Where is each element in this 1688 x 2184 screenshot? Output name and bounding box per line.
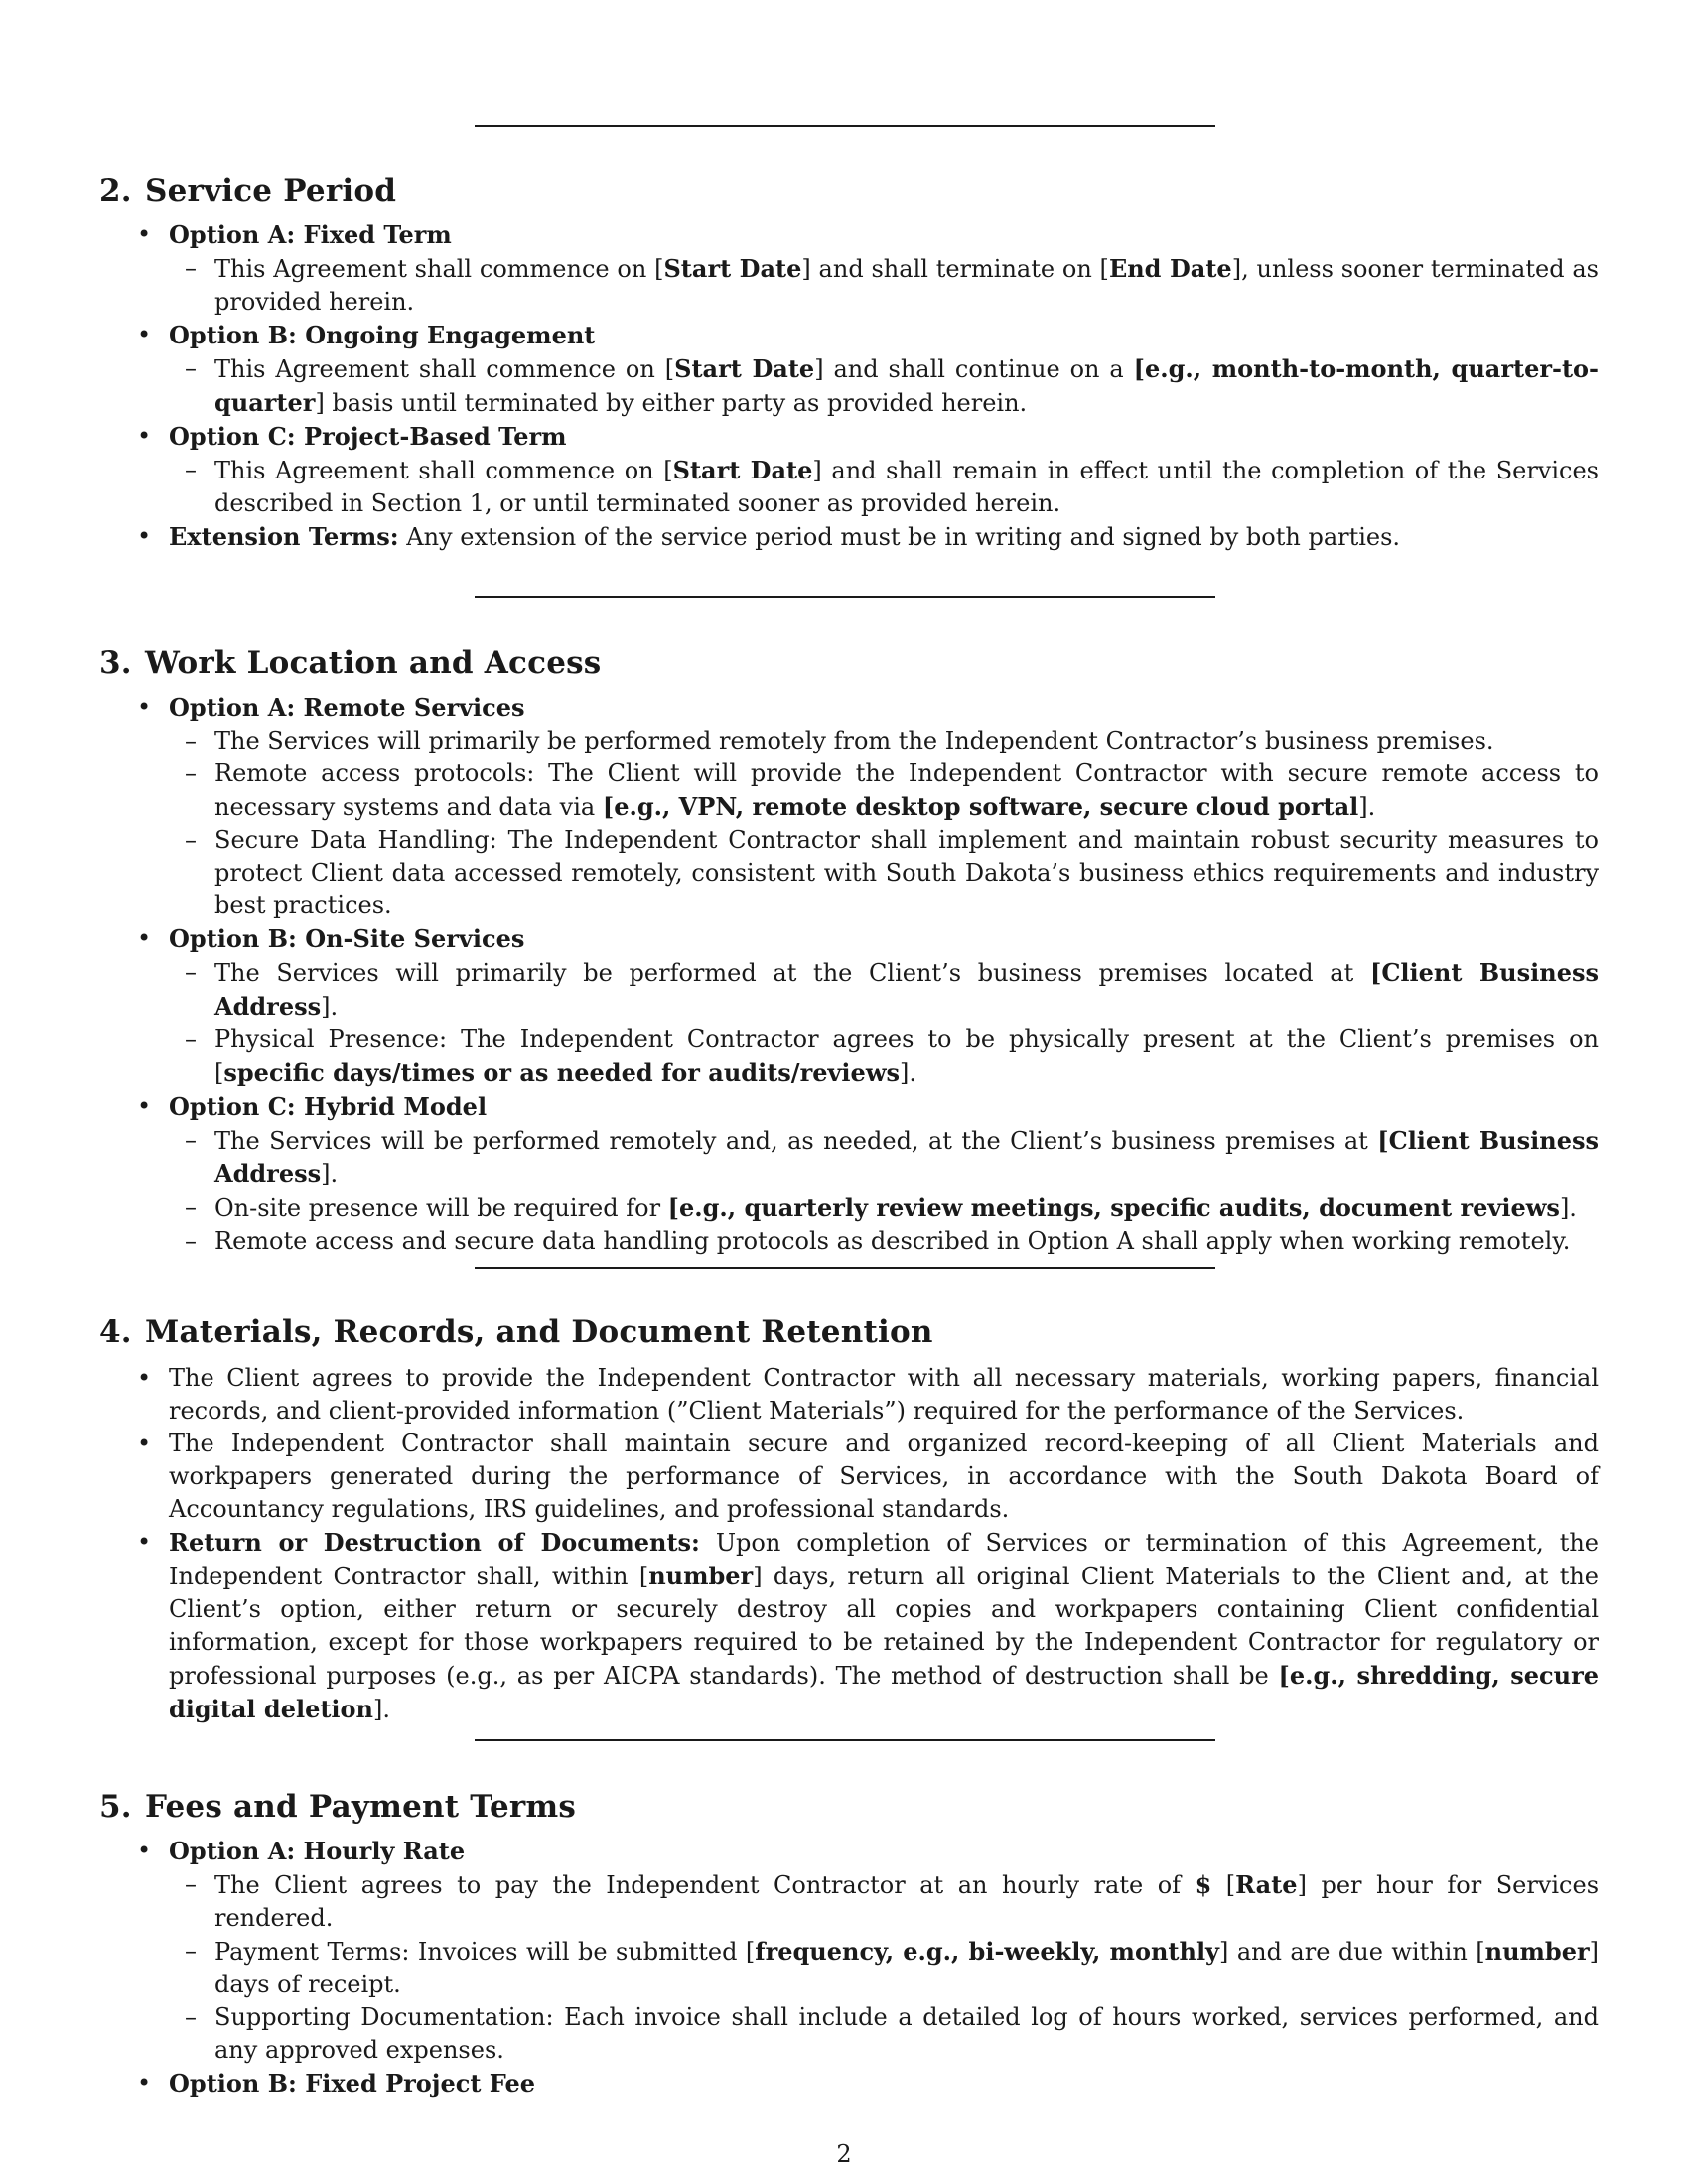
list-item: • Return or Destruction of Documents: Upon completion of Services or termination of this Agreement, the Independent Contractor shall, within [number] days, return all original Client Materials to the Client and, at the Client’s option, either return or securely destroy all copies and workpapers containing Client confidential information, except for those workpapers required to be retained by the Independent Contractor for regulatory or professional purposes (e.g., as per AICPA standards). The method of destruction shall be [e.g., shredding, secure digital deletion]. bbox=[99, 1526, 1599, 1726]
sub-list-item: – Remote access and secure data handling protocols as described in Option A shall apply when working remotely. bbox=[153, 1225, 1599, 1258]
list-item: • The Independent Contractor shall maintain secure and organized record-keeping of all Client Materials and workpapers generated during the performance of Services, in accordance with the South Dakota Board of Accountancy regulations, IRS guidelines, and professional standards. bbox=[99, 1428, 1599, 1526]
list-item: • Extension Terms: Any extension of the service period must be in writing and signed by both parties. bbox=[99, 520, 1599, 554]
sub-list-item: – This Agreement shall commence on [Start Date] and shall terminate on [End Date], unless sooner terminated as provided herein. bbox=[153, 252, 1599, 319]
list-item: • Option C: Hybrid Model – The Services will be performed remotely and, as needed, at the Client’s business premises at [Client Business Address]. – On-site presence will be required for [e.g., quarterly review meetings, specific audits, document reviews]. – Remote access and secure data handling protocols as described in Option A shall apply when working remotely. bbox=[99, 1090, 1599, 1258]
section-heading: 4. Materials, Records, and Document Retention bbox=[99, 1314, 933, 1350]
sub-list bbox=[161, 352, 1599, 420]
list-item: • Option B: Ongoing Engagement – This Agreement shall commence on [Start Date] and shall continue on a [e.g., month-to-month, quarter-to-quarter] basis until terminated by either party as provided herein. bbox=[99, 319, 1599, 420]
sub-list bbox=[161, 725, 1599, 922]
sub-list-item: – This Agreement shall commence on [Start Date] and shall continue on a [e.g., month-to-month, quarter-to-quarter] basis until terminated by either party as provided herein. bbox=[153, 352, 1599, 420]
sub-list-item: – Physical Presence: The Independent Contractor agrees to be physically present at the Client’s premises on [specific days/times or as needed for audits/reviews]. bbox=[153, 1024, 1599, 1090]
list-item: • Option A: Hourly Rate – The Client agrees to pay the Independent Contractor at an hourly rate of $ [Rate] per hour for Services rendered. – Payment Terms: Invoices will be submitted [frequency, e.g., bi-weekly, monthly] and are due within [number] days of receipt. – Supporting Documentation: Each invoice shall include a detailed log of hours worked, services performed, and any approved expenses. bbox=[99, 1835, 1599, 2067]
sub-list-item: – The Services will primarily be performed at the Client’s business premises located at [Client Business Address]. bbox=[153, 956, 1599, 1024]
sub-list-item: – Secure Data Handling: The Independent Contractor shall implement and maintain robust security measures to protect Client data accessed remotely, consistent with South Dakota’s business ethics requirements and industry best practices. bbox=[153, 824, 1599, 922]
sub-list-item: – The Services will be performed remotely and, as needed, at the Client’s business premises at [Client Business Address]. bbox=[153, 1124, 1599, 1191]
page-number: 2 bbox=[836, 2140, 852, 2168]
section-service-period bbox=[99, 171, 1599, 554]
section-fees-payment bbox=[99, 1787, 1599, 2101]
section-materials-records bbox=[99, 1312, 1599, 1726]
sub-list-item: – Remote access protocols: The Client will provide the Independent Contractor with secure remote access to necessary systems and data via [e.g., VPN, remote desktop software, secure cloud portal]. bbox=[153, 757, 1599, 824]
section-divider bbox=[475, 125, 1215, 127]
list-item: • Option C: Project-Based Term – This Agreement shall commence on [Start Date] and shall remain in effect until the completion of the Services described in Section 1, or until terminated sooner as provided herein. bbox=[99, 420, 1599, 520]
list-item: • Option A: Fixed Term – This Agreement shall commence on [Start Date] and shall terminate on [End Date], unless sooner terminated as provided herein. bbox=[99, 218, 1599, 319]
list-item: • Option A: Remote Services – The Services will primarily be performed remotely from the Independent Contractor’s business premises. – Remote access protocols: The Client will provide the Independent Contractor with secure remote access to necessary systems and data via [e.g., VPN, remote desktop software, secure cloud portal]. – Secure Data Handling: The Independent Contractor shall implement and maintain robust security measures to protect Client data accessed remotely, consistent with South Dakota’s business ethics requirements and industry best practices. bbox=[99, 691, 1599, 922]
section-work-location bbox=[99, 643, 1599, 1258]
section-heading: 5. Fees and Payment Terms bbox=[99, 1789, 577, 1825]
section-heading: 2. Service Period bbox=[99, 173, 397, 208]
sub-list bbox=[161, 252, 1599, 319]
option-list bbox=[99, 691, 1599, 1258]
list-item: • Option B: On-Site Services – The Services will primarily be performed at the Client’s business premises located at [Client Business Address]. – Physical Presence: The Independent Contractor agrees to be physically present at the Client’s premises on [specific days/times or as needed for audits/reviews]. bbox=[99, 922, 1599, 1090]
sub-list-item: – This Agreement shall commence on [Start Date] and shall remain in effect until the completion of the Services described in Section 1, or until terminated sooner as provided herein. bbox=[153, 454, 1599, 520]
section-heading: 3. Work Location and Access bbox=[99, 645, 602, 681]
section-divider bbox=[475, 1267, 1215, 1269]
paragraph-list bbox=[99, 1362, 1599, 1726]
sub-list bbox=[161, 1124, 1599, 1258]
option-list bbox=[99, 1835, 1599, 2101]
sub-list bbox=[161, 454, 1599, 520]
sub-list bbox=[161, 1868, 1599, 2067]
sub-list-item: – The Client agrees to pay the Independent Contractor at an hourly rate of $ [Rate] per hour for Services rendered. bbox=[153, 1868, 1599, 1935]
list-item: • The Client agrees to provide the Independent Contractor with all necessary materials, working papers, financial records, and client-provided information (”Client Materials”) required for the performance of the Services. bbox=[99, 1362, 1599, 1428]
list-item: • Option B: Fixed Project Fee bbox=[99, 2067, 1599, 2101]
sub-list-item: – On-site presence will be required for [e.g., quarterly review meetings, specific audits, document reviews]. bbox=[153, 1191, 1599, 1225]
section-divider bbox=[475, 1739, 1215, 1741]
sub-list bbox=[161, 956, 1599, 1090]
section-divider bbox=[475, 596, 1215, 598]
option-list bbox=[99, 218, 1599, 554]
sub-list-item: – Supporting Documentation: Each invoice shall include a detailed log of hours worked, services performed, and any approved expenses. bbox=[153, 2001, 1599, 2067]
sub-list-item: – The Services will primarily be performed remotely from the Independent Contractor’s business premises. bbox=[153, 725, 1599, 757]
sub-list-item: – Payment Terms: Invoices will be submitted [frequency, e.g., bi-weekly, monthly] and are due within [number] days of receipt. bbox=[153, 1935, 1599, 2001]
